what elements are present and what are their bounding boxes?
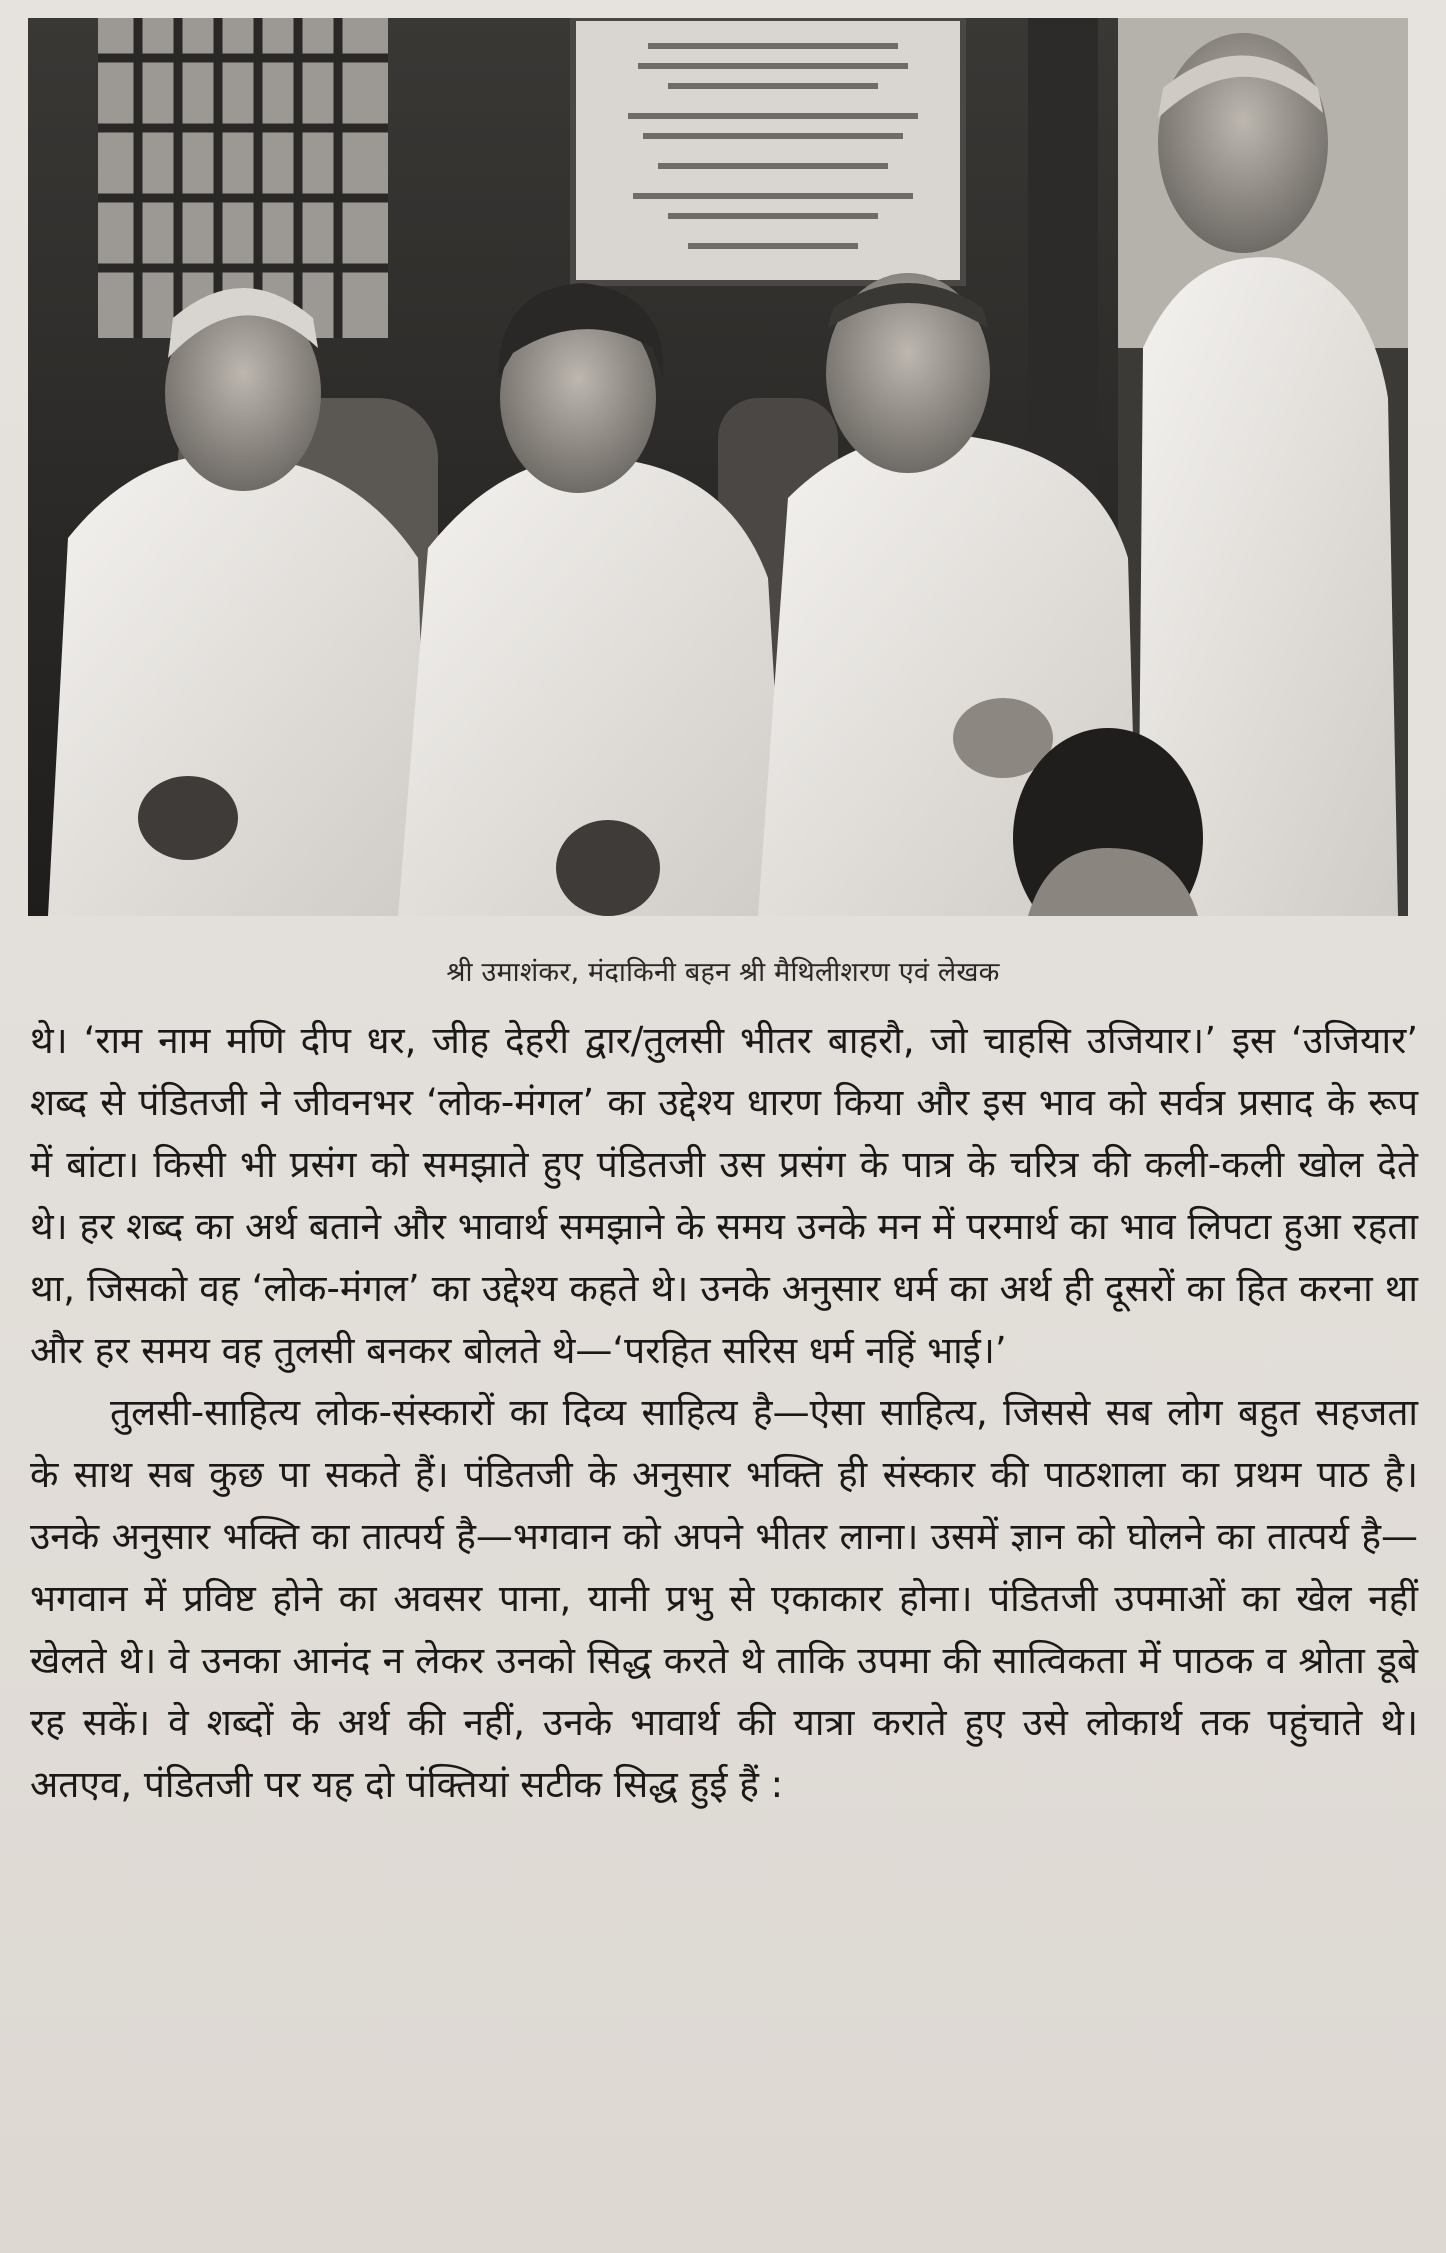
paragraph-2: तुलसी-साहित्य लोक-संस्कारों का दिव्य साहित्य है—ऐसा साहित्य, जिससे सब लोग बहुत सहजता के साथ सब कुछ पा सकते हैं। पंडितजी के अनुसार भक्ति ही संस्कार की पाठशाला का प्रथम पाठ है। उनके अनुसार भक्ति का तात्पर्य है—भगवान को अपने भीतर लाना। उसमें ज्ञान को घोलने का तात्पर्य है—भगवान में प्रविष्ट होने का अवसर पाना, यानी प्रभु से एकाकार होना। पंडितजी उपमाओं का खेल नहीं खेलते थे। वे उनका आनंद न लेकर उनको सिद्ध करते थे ताकि उपमा की सात्विकता में पाठक व श्रोता डूबे रह सकें। वे शब्दों के अर्थ की नहीं, उनके भावार्थ की यात्रा कराते हुए उसे लोकार्थ तक पहुंचाते थे। अतएव, पंडितजी पर यह दो पंक्तियां सटीक सिद्ध हुई हैं : (30, 1391, 1418, 1806)
photo-caption: श्री उमाशंकर, मंदाकिनी बहन श्री मैथिलीशरण एवं लेखक (446, 957, 1000, 988)
group-photograph (28, 18, 1408, 916)
paragraph-1: थे। ‘राम नाम मणि दीप धर, जीह देहरी द्वार/तुलसी भीतर बाहरौ, जो चाहसि उजियार।’ इस ‘उजियार’ शब्द से पंडितजी ने जीवनभर ‘लोक-मंगल’ का उद्देश्य धारण किया और इस भाव को सर्वत्र प्रसाद के रूप में बांटा। किसी भी प्रसंग को समझाते हुए पंडितजी उस प्रसंग के पात्र के चरित्र की कली-कली खोल देते थे। हर शब्द का अर्थ बताने और भावार्थ समझाने के समय उनके मन में परमार्थ का भाव लिपटा हुआ रहता था, जिसको वह ‘लोक-मंगल’ का उद्देश्य कहते थे। उनके अनुसार धर्म का अर्थ ही दूसरों का हित करना था और हर समय वह तुलसी बनकर बोलते थे—‘परहित सरिस धर्म नहिं भाई।’ (30, 1019, 1418, 1372)
body-text (30, 1010, 1418, 1816)
